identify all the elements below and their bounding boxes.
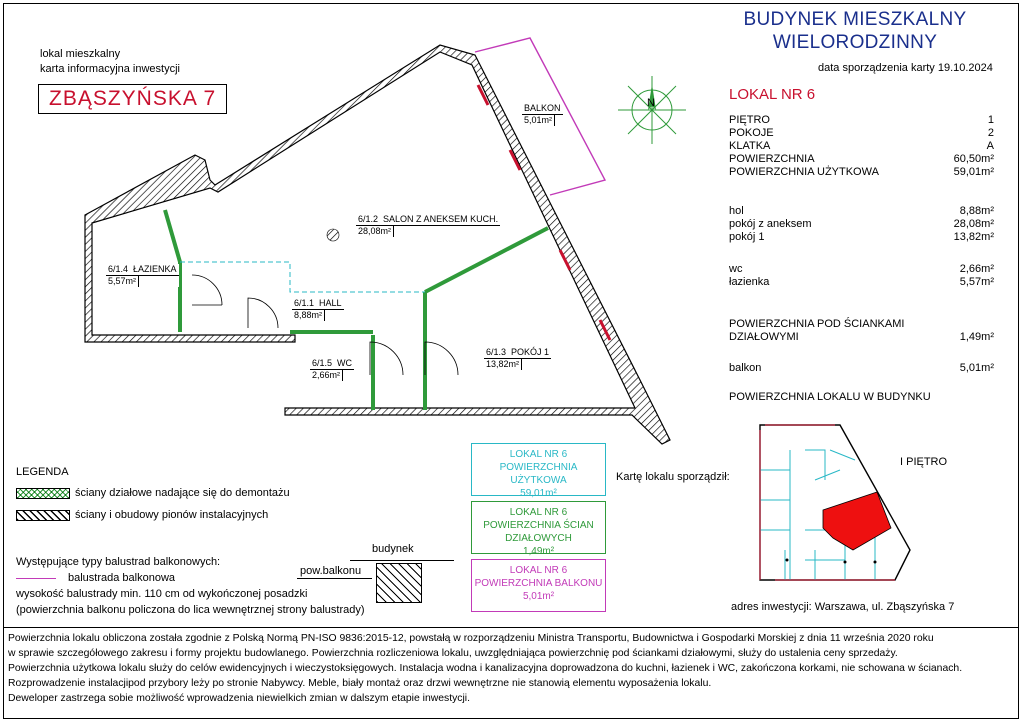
room-row (729, 205, 994, 218)
stat-row (729, 114, 994, 127)
stat-row (729, 127, 994, 140)
stat-value: 59,01m² (953, 166, 994, 178)
partition-value: 1,49m² (959, 331, 994, 343)
legend-title: LEGENDA (16, 466, 69, 478)
room-label: wc (729, 263, 743, 275)
room-label: pokój z aneksem (729, 218, 812, 230)
room-row (729, 218, 994, 231)
stat-label: PIĘTRO (729, 114, 770, 126)
subtitle-1: lokal mieszkalny (40, 48, 121, 60)
room-label: hol (729, 205, 744, 217)
stat-value: 60,50m² (953, 153, 994, 165)
key-plan-dot (786, 559, 789, 562)
subtitle-2: karta informacyjna inwestycji (40, 63, 180, 75)
balcony-label: balkon (729, 362, 762, 374)
summary-title: LOKAL NR 6 (509, 565, 568, 576)
room-area: 13,82m² (484, 359, 522, 370)
title-line-2: WIELORODZINNY (772, 32, 938, 53)
room-value: 8,88m² (959, 205, 994, 217)
summary-title: LOKAL NR 6 (509, 449, 568, 460)
note-line: Rozprowadzenie instalacjipod przybory leży po stronie Nabywcy. Meble, biały montaż oraz drzwi wewnętrzne nie stanowią elementu wyposażenia lokalu. (8, 678, 712, 689)
balcony-floor-line (297, 578, 372, 579)
room-area: 5,57m² (106, 276, 139, 287)
room-tag-balkon (522, 103, 563, 126)
unit-title: LOKAL NR 6 (729, 86, 816, 103)
room-tag-lazienka (106, 264, 179, 287)
legend-swatch-demountable (16, 488, 70, 499)
compass-label: N (647, 97, 655, 109)
date-label: data sporządzenia karty 19.10.2024 (818, 62, 993, 74)
title-line-1: BUDYNEK MIESZKALNY (743, 9, 967, 30)
summary-partition-area (471, 501, 606, 557)
room-area: 2,66m² (310, 370, 343, 381)
legend-item-installation: ściany i obudowy pionów instalacyjnych (75, 509, 269, 521)
balcony-area (729, 362, 994, 375)
installation-shaft (327, 229, 339, 241)
unit-stats (729, 114, 994, 179)
room-tag-pokoj (484, 347, 551, 370)
partition-label-1: POWIERZCHNIA POD ŚCIANKAMI (729, 318, 905, 330)
room-area: 8,88m² (292, 310, 325, 321)
room-value: 28,08m² (953, 218, 994, 230)
note-line: Powierzchnia użytkowa lokalu służy do celów ewidencyjnych i wieczystoksięgowych. Instalacja wodna i kanalizacyjna doprowadzona do kuchni, łazienek i WC, zakończona korkami, nie schowana w ścianach. (8, 663, 963, 674)
page-title (720, 8, 990, 54)
key-plan-dot (844, 561, 847, 564)
outer-walls (85, 45, 670, 444)
author-label: Kartę lokalu sporządził: (616, 471, 730, 483)
stat-row (729, 140, 994, 153)
stat-label: POKOJE (729, 127, 774, 139)
stat-row (729, 166, 994, 179)
summary-balcony-area (471, 559, 606, 612)
summary-label: POWIERZCHNIA UŻYTKOWA (499, 462, 578, 486)
note-line: Deweloper zastrzega sobie możliwość wprowadzenia niewielkich zmian w dalszym etapie inwestycji. (8, 693, 470, 704)
room-name: POKÓJ 1 (511, 347, 550, 357)
area-note: (powierzchnia balkonu policzona do lica wewnętrznej strony balustrady) (16, 604, 365, 616)
room-name: HALL (319, 298, 342, 308)
room-number: 6/1.1 (294, 298, 315, 308)
room-label: łazienka (729, 276, 770, 288)
room-value: 2,66m² (959, 263, 994, 275)
legend-item-demountable: ściany działowe nadające się do demontażu (75, 487, 290, 499)
legend-swatch-installation (16, 510, 70, 521)
room-row (729, 263, 994, 276)
room-tag-wc (310, 358, 354, 381)
room-label: pokój 1 (729, 231, 765, 243)
address: adres inwestycji: Warszawa, ul. Zbąszyńska 7 (731, 601, 955, 613)
key-plan-walls (760, 425, 910, 580)
building-section-hatch (376, 563, 422, 603)
stat-label: KLATKA (729, 140, 771, 152)
summary-title: LOKAL NR 6 (509, 507, 568, 518)
room-area: 5,01m² (522, 115, 555, 126)
building-line (350, 560, 454, 561)
room-row (729, 231, 994, 244)
stat-value: A (986, 140, 994, 152)
room-row (729, 276, 994, 289)
room-number: 6/1.4 (108, 264, 129, 274)
partition-label-2: DZIAŁOWYMI (729, 331, 799, 343)
room-number: 6/1.5 (312, 358, 333, 368)
street-name: ZBĄSZYŃSKA 7 (38, 84, 227, 114)
location-title: POWIERZCHNIA LOKALU W BUDYNKU (729, 391, 931, 403)
room-area: 28,08m² (356, 226, 394, 237)
stat-label: POWIERZCHNIA (729, 153, 815, 165)
room-name: BALKON (524, 103, 561, 113)
room-value: 13,82m² (953, 231, 994, 243)
stat-value: 2 (987, 127, 994, 139)
unit-highlight (823, 492, 891, 550)
balustrade-title: Występujące typy balustrad balkonowych: (16, 556, 221, 568)
room-name: SALON Z ANEKSEM KUCH. (383, 214, 499, 224)
balustrade-line (16, 578, 56, 579)
summary-label: POWIERZCHNIA BALKONU (474, 578, 603, 589)
partition-area (729, 318, 994, 344)
room-name: ŁAZIENKA (133, 264, 177, 274)
note-line: w sprawie szczegółowego zakresu i formy projektu budowlanego. Powierzchnia rozliczeniowa lokalu, uwzględniająca powierzchnię pod ściankami działowymi, służy do ustalenia ceny sprzedaży. (8, 648, 898, 659)
notes (3, 627, 1019, 709)
room-tag-salon (356, 214, 500, 237)
room-number: 6/1.3 (486, 347, 507, 357)
key-plan-dot (874, 561, 877, 564)
stat-row (729, 153, 994, 166)
room-areas-2 (729, 263, 994, 289)
balustrade-label: balustrada balkonowa (68, 572, 176, 584)
room-number: 6/1.2 (358, 214, 379, 224)
balcony-floor-label: pow.balkonu (300, 565, 362, 577)
room-areas (729, 205, 994, 244)
summary-value: 59,01m² (520, 488, 557, 499)
floor-label: I PIĘTRO (900, 456, 948, 468)
summary-label: POWIERZCHNIA ŚCIAN DZIAŁOWYCH (483, 520, 594, 544)
room-tag-hall (292, 298, 344, 321)
room-name: WC (337, 358, 353, 368)
floor-plan (80, 30, 680, 450)
stat-value: 1 (987, 114, 994, 126)
demountable-walls (165, 210, 548, 410)
summary-usable-area (471, 443, 606, 499)
building-label: budynek (372, 543, 414, 555)
note-line: Powierzchnia lokalu obliczona została zgodnie z Polską Normą PN-ISO 9836:2015-12, powstałą w rozporządzeniu Ministra Transportu, Budownictwa i Gospodarki Morskiej z dnia 11 września 2020 roku (8, 633, 934, 644)
stat-label: POWIERZCHNIA UŻYTKOWA (729, 166, 879, 178)
summary-value: 5,01m² (522, 591, 555, 602)
summary-value: 1,49m² (522, 546, 555, 557)
height-note: wysokość balustrady min. 110 cm od wykończonej posadzki (16, 588, 308, 600)
balcony-value: 5,01m² (959, 362, 994, 374)
building-key-plan (745, 410, 915, 590)
room-value: 5,57m² (959, 276, 994, 288)
